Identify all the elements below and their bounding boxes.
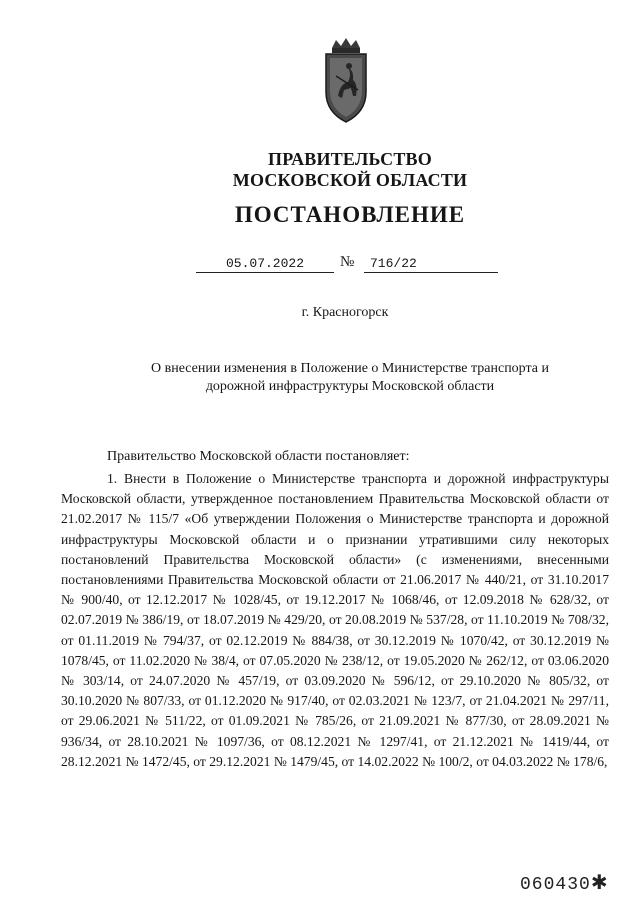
coat-of-arms-icon [318,36,374,126]
preamble: Правительство Московской области постановляет: [107,449,410,464]
document-subject: О внесении изменения в Положение о Министерстве транспорта и дорожной инфраструктуры Московской области [150,361,549,394]
asterisk-icon: ✱ [590,873,609,896]
org-name-line2: МОСКОВСКОЙ ОБЛАСТИ [232,170,468,190]
serial-stamp [520,870,609,896]
registration-line [0,256,640,278]
registration-number: 716/22 [364,256,498,273]
serial-number: 060430 [520,875,591,895]
number-label: № [340,254,355,270]
org-name-line1: ПРАВИТЕЛЬСТВО [268,149,432,169]
document-type-title: ПОСТАНОВЛЕНИЕ [234,202,466,227]
body-paragraph-1: 1. Внести в Положение о Министерстве транспорта и дорожной инфраструктуры Московской области, утвержденное постановлением Правительства Московской области от 21.02.2017 № 115/7 «Об утверждении Положения о Министерстве транспорта и дорожной инфраструктуры Московской области и о признании утратившими силу некоторых постановлений Правительства Московской области» (с изменениями, внесенными постановлениями Правительства Московской области от 21.06.2017 № 440/21, от 31.10.2017 № 900/40, от 12.12.2017 № 1028/45, от 19.12.2017 № 1068/46, от 12.09.2018 № 628/32, от 02.07.2019 № 386/19, от 18.07.2019 № 429/20, от 20.08.2019 № 537/28, от 11.10.2019 № 708/32, от 01.11.2019 № 794/37, от 02.12.2019 № 884/38, от 30.12.2019 № 1070/42, от 30.12.2019 № 1078/45, от 11.02.2020 № 38/4, от 07.05.2020 № 238/12, от 19.05.2020 № 262/12, от 03.06.2020 № 303/14, от 24.07.2020 № 457/19, от 03.09.2020 № 596/12, от 29.10.2020 № 805/32, от 30.10.2020 № 807/33, от 01.12.2020 № 917/40, от 02.03.2021 № 123/7, от 21.04.2021 № 297/11, от 29.06.2021 № 511/22, от 01.09.2021 № 785/26, от 21.09.2021 № 877/30, от 28.09.2021 № 936/34, от 28.10.2021 № 1097/36, от 08.12.2021 № 1297/41, от 21.12.2021 № 1419/44, от 28.12.2021 № 1472/45, от 29.12.2021 № 1479/45, от 14.02.2022 № 100/2, от 04.03.2022 № 178/6, [61,471,609,769]
registration-date: 05.07.2022 [196,256,334,273]
place-of-issue: г. Красногорск [301,305,389,320]
